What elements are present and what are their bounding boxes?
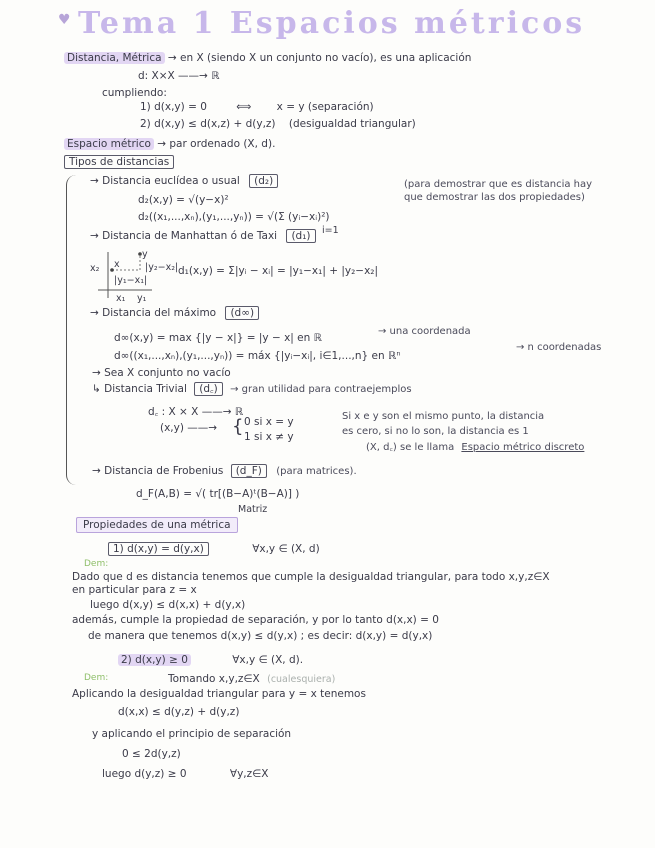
dem1-l1: Dado que d es distancia tenemos que cumple la desigualdad triangular, para todo x,y,z∈X <box>72 571 550 583</box>
aplicacion-formula: d: X×X ——→ ℝ <box>138 70 220 82</box>
prop2-positividad: 2) d(x,y) ≥ 0 <box>118 654 191 666</box>
trivial-note1: Si x e y son el mismo punto, la distancia <box>342 411 545 422</box>
dem2-m4: y aplicando el principio de separación <box>92 728 292 740</box>
euclidea-sum-limit: i=1 <box>322 225 339 236</box>
tipos-label: Tipos de distancias <box>64 155 174 169</box>
left-brace <box>66 175 77 485</box>
trivial-def: d꜀ : X × X ——→ ℝ <box>148 406 244 418</box>
trivial-case2: 1 si x ≠ y <box>244 431 294 443</box>
tag-espacio-metrico: Espacio métrico <box>64 138 154 150</box>
trivial-map: (x,y) ——→ <box>160 422 218 434</box>
trivial-note3-text: (X, d꜀) se le llama <box>366 442 455 453</box>
trivial-label: ↳ Distancia Trivial <box>92 383 187 395</box>
prop2-line <box>118 654 303 667</box>
euclidea-box: (d₂) <box>249 174 278 188</box>
tag-distancia-metrica: Distancia, Métrica <box>64 52 165 64</box>
frobenius-box: (d_F) <box>231 464 267 478</box>
trivial-box: (d꜀) <box>194 382 223 396</box>
graph-label-x2: x₂ <box>90 263 100 274</box>
dem1-l5: de manera que tenemos d(x,y) ≤ d(y,x) ; es decir: d(x,y) = d(y,x) <box>88 630 433 642</box>
maximo-title <box>90 307 259 320</box>
dem2-m1-text: Tomando x,y,z∈X <box>168 673 260 685</box>
manhattan-box: (d₁) <box>286 229 315 243</box>
dem2-label: Dem: <box>84 673 109 683</box>
prop1-simetria: 1) d(x,y) = d(y,x) <box>108 542 209 556</box>
line-definicion <box>64 52 471 65</box>
euclidea-title <box>90 175 278 188</box>
espacio-discreto-label: Espacio métrico discreto <box>461 442 585 453</box>
dem2-m6-text: luego d(y,z) ≥ 0 <box>102 768 187 780</box>
maximo-note1: → una coordenada <box>378 326 471 337</box>
graph-label-y: y <box>142 249 148 260</box>
frobenius-title <box>92 465 357 478</box>
frobenius-formula: d_F(A,B) = √( tr[(B−A)ᵗ(B−A)] ) <box>136 488 300 500</box>
frobenius-label: → Distancia de Frobenius <box>92 465 224 477</box>
prop1-range: ∀x,y ∈ (X, d) <box>252 543 320 555</box>
dem2-m1-note: (cualesquiera) <box>267 674 336 685</box>
propiedades-heading <box>76 519 238 532</box>
dem2-m2: Aplicando la desigualdad triangular para y = x tenemos <box>72 688 366 700</box>
prop2-formula: 2) d(x,y) ≤ d(x,z) + d(y,z) <box>140 118 276 130</box>
dem2-m3: d(x,x) ≤ d(y,z) + d(y,z) <box>118 706 240 718</box>
heart-icon: ♥ <box>58 12 71 28</box>
graph-label-y1: y₁ <box>137 293 147 304</box>
euclidea-label: → Distancia euclídea o usual <box>90 175 240 187</box>
frobenius-matriz: Matriz <box>238 504 268 515</box>
dem1-label: Dem: <box>84 559 109 569</box>
dem1-l2: en particular para z = x <box>72 584 197 596</box>
trivial-title <box>92 383 412 396</box>
manhattan-label: → Distancia de Manhattan ó de Taxi <box>90 230 278 242</box>
graph-label-dx: |y₁−x₁| <box>114 275 148 286</box>
graph-label-dy: |y₂−x₂| <box>145 262 179 273</box>
trivial-note3 <box>366 441 584 454</box>
propiedad-1 <box>140 101 374 114</box>
prop1-formula: 1) d(x,y) = 0 <box>140 101 207 113</box>
euclidea-f1: d₂(x,y) = √(y−x)² <box>138 194 229 206</box>
maximo-box: (d∞) <box>225 306 259 320</box>
espacio-text: → par ordenado (X, d). <box>157 138 276 150</box>
dem1-l4: además, cumple la propiedad de separación, y por lo tanto d(x,x) = 0 <box>72 614 439 626</box>
euclidea-note: (para demostrar que es distancia hay que demostrar las dos propiedades) <box>404 179 593 203</box>
graph-label-x: x <box>114 259 120 270</box>
trivial-brace: { <box>232 416 244 437</box>
maximo-f1: d∞(x,y) = max {|y − x|} = |y − x| en ℝ <box>114 332 322 344</box>
maximo-note2: → n coordenadas <box>516 342 602 353</box>
prop2-range: ∀x,y ∈ (X, d). <box>232 654 304 666</box>
propiedad-2 <box>140 118 416 131</box>
frobenius-note: (para matrices). <box>276 466 357 477</box>
propiedades-label: Propiedades de una métrica <box>76 517 238 533</box>
line-espacio-metrico <box>64 138 275 151</box>
prop1-line <box>108 543 320 556</box>
maximo-label: → Distancia del máximo <box>90 307 217 319</box>
prop1-iff: ⟺ <box>236 101 252 113</box>
dem2-m6 <box>102 768 268 781</box>
maximo-f2: d∞((x₁,...,xₙ),(y₁,...,yₙ)) = máx {|yᵢ−xᵢ|, i∈1,...,n} en ℝⁿ <box>114 350 401 362</box>
dem2-m1 <box>168 673 335 686</box>
tipos-heading <box>64 156 174 169</box>
trivial-case1: 0 si x = y <box>244 416 294 428</box>
dem2-m5: 0 ≤ 2d(y,z) <box>122 748 181 760</box>
definicion-text: → en X (siendo X un conjunto no vacío), es una aplicación <box>167 52 472 64</box>
graph-label-x1: x₁ <box>116 293 126 304</box>
cumpliendo-label: cumpliendo: <box>102 87 167 99</box>
dem2-m6-range: ∀y,z∈X <box>229 768 269 780</box>
prop2-name: (desigualdad triangular) <box>288 118 416 130</box>
euclidea-f2: d₂((x₁,...,xₙ),(y₁,...,yₙ)) = √(Σ (yᵢ−xᵢ)²) <box>138 211 330 223</box>
trivial-note2: es cero, si no lo son, la distancia es 1 <box>342 426 529 437</box>
dem1-l3: luego d(x,y) ≤ d(x,x) + d(y,x) <box>90 599 246 611</box>
prop1-result: x = y (separación) <box>276 101 374 113</box>
page-title: Tema 1 Espacios métricos <box>78 6 586 41</box>
manhattan-title <box>90 230 316 243</box>
trivial-sea: → Sea X conjunto no vacío <box>92 367 231 379</box>
trivial-note: → gran utilidad para contraejemplos <box>230 384 412 395</box>
manhattan-formula: d₁(x,y) = Σ|yᵢ − xᵢ| = |y₁−x₁| + |y₂−x₂| <box>178 265 379 277</box>
